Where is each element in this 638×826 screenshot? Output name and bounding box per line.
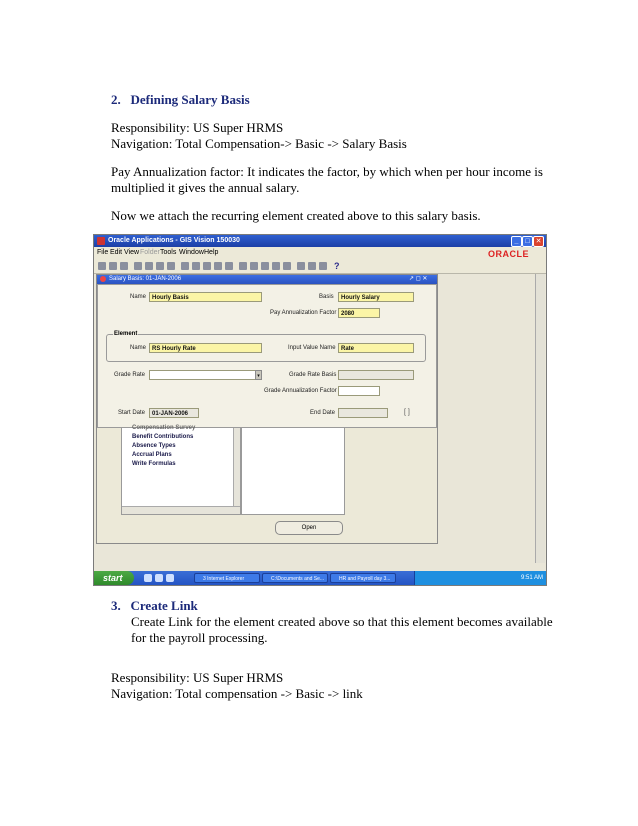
- attach-paragraph: Now we attach the recurring element created above to this salary basis.: [111, 208, 481, 223]
- close-icon[interactable]: ✕: [533, 236, 544, 247]
- quicklaunch-desktop-icon[interactable]: [144, 574, 152, 582]
- basis-field[interactable]: Hourly Salary: [338, 292, 414, 302]
- form-title: Salary Basis: 01-JAN-2006: [109, 276, 182, 282]
- toolbar-copy-icon[interactable]: [192, 262, 200, 270]
- taskbar-item-internet-explorer[interactable]: 3 Internet Explorer: [194, 573, 260, 583]
- list-vertical-scrollbar[interactable]: [233, 428, 240, 506]
- taskbar-item-hr-payroll[interactable]: HR and Payroll day 3...: [330, 573, 396, 583]
- list-item[interactable]: Compensation Survey: [132, 425, 196, 431]
- end-date-label: End Date: [310, 410, 336, 416]
- toolbar-delete-icon[interactable]: [225, 262, 233, 270]
- app-icon: [97, 237, 105, 245]
- toolbar-window-icon[interactable]: [297, 262, 305, 270]
- toolbar-cut-icon[interactable]: [181, 262, 189, 270]
- toolbar-edit-icon[interactable]: [239, 262, 247, 270]
- element-name-field[interactable]: RS Hourly Rate: [149, 343, 262, 353]
- oracle-logo: ORACLE: [488, 249, 529, 259]
- open-button[interactable]: Open: [275, 521, 343, 535]
- basis-label: Basis: [319, 294, 334, 300]
- toolbar-new-icon[interactable]: [98, 262, 106, 270]
- input-value-name-field[interactable]: Rate: [338, 343, 414, 353]
- toolbar-translations-icon[interactable]: [261, 262, 269, 270]
- end-date-field[interactable]: [338, 408, 388, 418]
- start-date-field[interactable]: 01-JAN-2006: [149, 408, 199, 418]
- toolbar-folder-tools-icon[interactable]: [283, 262, 291, 270]
- salary-basis-window: [96, 274, 438, 544]
- maximize-icon[interactable]: □: [522, 236, 533, 247]
- toolbar-cascade-icon[interactable]: [308, 262, 316, 270]
- form-icon: [100, 276, 106, 282]
- list-item[interactable]: Absence Types: [132, 443, 176, 449]
- annualization-paragraph-line-2: multiplied it gives the annual salary.: [111, 180, 300, 195]
- clock: 9:51 AM: [520, 575, 543, 581]
- toolbar-save-icon[interactable]: [120, 262, 128, 270]
- start-button[interactable]: start: [94, 571, 134, 585]
- navigation-line-1: Navigation: Total Compensation-> Basic -> Salary Basis: [111, 136, 407, 151]
- menu-file[interactable]: File: [97, 249, 109, 256]
- system-tray: [414, 571, 547, 585]
- create-link-body-line-2: for the payroll processing.: [131, 630, 268, 645]
- toolbar-attachments-icon[interactable]: [272, 262, 280, 270]
- start-date-label: Start Date: [118, 410, 146, 416]
- responsibility-line-2: Responsibility: US Super HRMS: [111, 670, 284, 685]
- input-value-name-label: Input Value Name: [288, 345, 336, 351]
- navigator-function-list: [121, 427, 241, 515]
- salary-basis-titlebar: [97, 275, 437, 284]
- oracle-apps-screenshot: [93, 234, 547, 586]
- list-item[interactable]: Accrual Plans: [132, 452, 172, 458]
- menu-folder[interactable]: Folder: [140, 249, 160, 256]
- create-link-body-line-1: Create Link for the element created above so that this element becomes available: [131, 614, 553, 629]
- minimize-icon[interactable]: _: [511, 236, 522, 247]
- name-label: Name: [130, 294, 147, 300]
- quicklaunch-ie-icon[interactable]: [166, 574, 174, 582]
- toolbar-clear-icon[interactable]: [214, 262, 222, 270]
- window-title: Oracle Applications - GIS Vision 150030: [108, 237, 240, 244]
- toolbar-navigator-icon[interactable]: [167, 262, 175, 270]
- chevron-down-icon[interactable]: ▾: [255, 370, 262, 380]
- pay-annualization-factor-field[interactable]: 2080: [338, 308, 380, 318]
- grade-annualization-factor-field[interactable]: [338, 386, 380, 396]
- responsibility-line-1: Responsibility: US Super HRMS: [111, 120, 284, 135]
- menu-tools[interactable]: Tools: [160, 249, 177, 256]
- navigation-line-2: Navigation: Total compensation -> Basic -> link: [111, 686, 363, 701]
- menu-view[interactable]: View: [124, 249, 140, 256]
- menu-bar: [94, 247, 546, 259]
- annualization-paragraph-line-1: Pay Annualization factor: It indicates the factor, by which when per hour income is: [111, 164, 543, 179]
- pay-annualization-factor-label: Pay Annualization Factor: [270, 310, 337, 316]
- help-icon[interactable]: ?: [334, 261, 340, 271]
- grade-rate-field[interactable]: [149, 370, 262, 380]
- descriptive-flexfield-bracket[interactable]: [ ]: [404, 409, 410, 416]
- grade-rate-label: Grade Rate: [114, 372, 146, 378]
- salary-basis-form: [97, 284, 437, 428]
- section-3-heading: 3. Create Link: [111, 598, 198, 613]
- toolbar-switch-icon[interactable]: [156, 262, 164, 270]
- toolbar-print-icon[interactable]: [134, 262, 142, 270]
- toolbar-open-icon[interactable]: [109, 262, 117, 270]
- grade-annualization-factor-label: Grade Annualization Factor: [264, 388, 337, 394]
- toolbar-close-form-icon[interactable]: [145, 262, 153, 270]
- toolbar-paste-icon[interactable]: [203, 262, 211, 270]
- toolbar-zoom-icon[interactable]: [250, 262, 258, 270]
- taskbar-item-documents[interactable]: C:\Documents and Se...: [262, 573, 328, 583]
- windows-taskbar: [94, 571, 546, 585]
- grade-rate-basis-field[interactable]: [338, 370, 414, 380]
- section-2-heading: 2. Defining Salary Basis: [111, 92, 250, 107]
- menu-help[interactable]: Help: [204, 249, 219, 256]
- toolbar: [94, 259, 546, 274]
- menu-edit[interactable]: Edit: [110, 249, 123, 256]
- toolbar-tile-icon[interactable]: [319, 262, 327, 270]
- element-group-label: Element: [114, 331, 138, 337]
- list-item[interactable]: Benefit Contributions: [132, 434, 194, 440]
- list-item[interactable]: Write Formulas: [132, 461, 176, 467]
- quicklaunch-browser-icon[interactable]: [155, 574, 163, 582]
- form-window-controls[interactable]: ↗ ◻ ✕: [409, 276, 428, 282]
- window-titlebar: [94, 235, 546, 247]
- navigator-right-panel: [241, 427, 345, 515]
- list-horizontal-scrollbar[interactable]: [122, 506, 240, 514]
- grade-rate-basis-label: Grade Rate Basis: [289, 372, 337, 378]
- name-field[interactable]: Hourly Basis: [149, 292, 262, 302]
- menu-window[interactable]: Window: [179, 249, 204, 256]
- element-name-label: Name: [130, 345, 147, 351]
- main-window-scrollbar[interactable]: [535, 274, 545, 563]
